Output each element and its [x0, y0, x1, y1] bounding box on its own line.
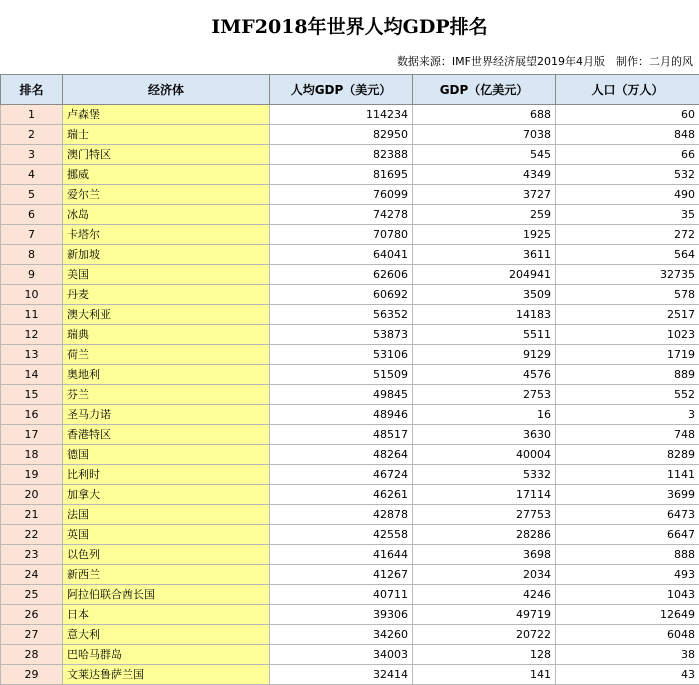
population-cell: 490	[556, 185, 699, 205]
economy-name-cell: 巴哈马群岛	[63, 645, 270, 665]
rank-cell: 3	[1, 145, 63, 165]
table-row	[1, 545, 699, 565]
economy-name-cell: 澳门特区	[63, 145, 270, 165]
gdp-per-capita-cell: 51509	[270, 365, 413, 385]
population-cell: 6473	[556, 505, 699, 525]
population-cell: 552	[556, 385, 699, 405]
gdp-cell: 16	[413, 405, 556, 425]
gdp-cell: 9129	[413, 345, 556, 365]
population-cell: 532	[556, 165, 699, 185]
gdp-cell: 5511	[413, 325, 556, 345]
rank-cell: 18	[1, 445, 63, 465]
header-economy: 经济体	[63, 75, 270, 105]
rank-cell: 11	[1, 305, 63, 325]
table-row	[1, 305, 699, 325]
gdp-per-capita-cell: 56352	[270, 305, 413, 325]
gdp-per-capita-cell: 41267	[270, 565, 413, 585]
rank-cell: 25	[1, 585, 63, 605]
gdp-cell: 4246	[413, 585, 556, 605]
rank-cell: 8	[1, 245, 63, 265]
economy-name-cell: 意大利	[63, 625, 270, 645]
table-row	[1, 145, 699, 165]
gdp-cell: 3509	[413, 285, 556, 305]
population-cell: 493	[556, 565, 699, 585]
gdp-cell: 3611	[413, 245, 556, 265]
economy-name-cell: 瑞士	[63, 125, 270, 145]
gdp-cell: 141	[413, 665, 556, 685]
economy-name-cell: 美国	[63, 265, 270, 285]
gdp-cell: 2753	[413, 385, 556, 405]
economy-name-cell: 新加坡	[63, 245, 270, 265]
gdp-cell: 40004	[413, 445, 556, 465]
gdp-cell: 7038	[413, 125, 556, 145]
population-cell: 38	[556, 645, 699, 665]
gdp-cell: 259	[413, 205, 556, 225]
economy-name-cell: 以色列	[63, 545, 270, 565]
economy-name-cell: 芬兰	[63, 385, 270, 405]
table-row	[1, 505, 699, 525]
economy-name-cell: 英国	[63, 525, 270, 545]
economy-name-cell: 圣马力诺	[63, 405, 270, 425]
population-cell: 1141	[556, 465, 699, 485]
gdp-cell: 128	[413, 645, 556, 665]
table-row	[1, 525, 699, 545]
gdp-per-capita-cell: 82388	[270, 145, 413, 165]
table-row	[1, 385, 699, 405]
gdp-per-capita-cell: 40711	[270, 585, 413, 605]
gdp-per-capita-cell: 74278	[270, 205, 413, 225]
economy-name-cell: 丹麦	[63, 285, 270, 305]
economy-name-cell: 瑞典	[63, 325, 270, 345]
gdp-cell: 49719	[413, 605, 556, 625]
gdp-cell: 1925	[413, 225, 556, 245]
economy-name-cell: 新西兰	[63, 565, 270, 585]
gdp-per-capita-cell: 64041	[270, 245, 413, 265]
population-cell: 889	[556, 365, 699, 385]
header-rank: 排名	[1, 75, 63, 105]
rank-cell: 17	[1, 425, 63, 445]
gdp-cell: 545	[413, 145, 556, 165]
table-row	[1, 345, 699, 365]
table-row	[1, 605, 699, 625]
population-cell: 8289	[556, 445, 699, 465]
rank-cell: 2	[1, 125, 63, 145]
table-row	[1, 365, 699, 385]
population-cell: 2517	[556, 305, 699, 325]
gdp-per-capita-cell: 62606	[270, 265, 413, 285]
table-row	[1, 205, 699, 225]
rank-cell: 28	[1, 645, 63, 665]
rank-cell: 19	[1, 465, 63, 485]
population-cell: 748	[556, 425, 699, 445]
gdp-per-capita-cell: 48264	[270, 445, 413, 465]
gdp-cell: 4349	[413, 165, 556, 185]
economy-name-cell: 香港特区	[63, 425, 270, 445]
gdp-per-capita-cell: 53106	[270, 345, 413, 365]
gdp-cell: 14183	[413, 305, 556, 325]
gdp-per-capita-cell: 32414	[270, 665, 413, 685]
population-cell: 6048	[556, 625, 699, 645]
table-row	[1, 265, 699, 285]
population-cell: 32735	[556, 265, 699, 285]
gdp-cell: 3630	[413, 425, 556, 445]
table-row	[1, 245, 699, 265]
table-row	[1, 665, 699, 685]
rank-cell: 12	[1, 325, 63, 345]
population-cell: 35	[556, 205, 699, 225]
population-cell: 12649	[556, 605, 699, 625]
table-row	[1, 405, 699, 425]
table-row	[1, 625, 699, 645]
rank-cell: 7	[1, 225, 63, 245]
gdp-cell: 27753	[413, 505, 556, 525]
gdp-cell: 17114	[413, 485, 556, 505]
economy-name-cell: 阿拉伯联合酋长国	[63, 585, 270, 605]
gdp-per-capita-cell: 48946	[270, 405, 413, 425]
economy-name-cell: 法国	[63, 505, 270, 525]
population-cell: 564	[556, 245, 699, 265]
gdp-per-capita-cell: 34260	[270, 625, 413, 645]
table-row	[1, 125, 699, 145]
header-population: 人口（万人）	[556, 75, 699, 105]
table-row	[1, 445, 699, 465]
table-row	[1, 105, 699, 125]
page-title: IMF2018年世界人均GDP排名	[0, 12, 699, 39]
economy-name-cell: 文莱达鲁萨兰国	[63, 665, 270, 685]
rank-cell: 6	[1, 205, 63, 225]
rank-cell: 24	[1, 565, 63, 585]
table-row	[1, 585, 699, 605]
gdp-per-capita-cell: 70780	[270, 225, 413, 245]
table-row	[1, 565, 699, 585]
header-gdp: GDP（亿美元）	[413, 75, 556, 105]
population-cell: 1023	[556, 325, 699, 345]
source-note: 数据来源：IMF世界经济展望2019年4月版 制作：二月的风	[397, 53, 693, 69]
table-body	[1, 105, 699, 685]
rank-cell: 1	[1, 105, 63, 125]
gdp-per-capita-cell: 41644	[270, 545, 413, 565]
gdp-per-capita-cell: 46261	[270, 485, 413, 505]
table-row	[1, 185, 699, 205]
gdp-per-capita-cell: 48517	[270, 425, 413, 445]
economy-name-cell: 挪威	[63, 165, 270, 185]
economy-name-cell: 卡塔尔	[63, 225, 270, 245]
gdp-per-capita-cell: 60692	[270, 285, 413, 305]
rank-cell: 23	[1, 545, 63, 565]
rank-cell: 27	[1, 625, 63, 645]
population-cell: 1719	[556, 345, 699, 365]
economy-name-cell: 爱尔兰	[63, 185, 270, 205]
gdp-per-capita-cell: 114234	[270, 105, 413, 125]
table-row	[1, 485, 699, 505]
population-cell: 848	[556, 125, 699, 145]
rank-cell: 20	[1, 485, 63, 505]
rank-cell: 5	[1, 185, 63, 205]
gdp-per-capita-cell: 81695	[270, 165, 413, 185]
rank-cell: 16	[1, 405, 63, 425]
gdp-cell: 688	[413, 105, 556, 125]
table-row	[1, 645, 699, 665]
economy-name-cell: 荷兰	[63, 345, 270, 365]
gdp-per-capita-cell: 42878	[270, 505, 413, 525]
gdp-cell: 5332	[413, 465, 556, 485]
population-cell: 888	[556, 545, 699, 565]
rank-cell: 4	[1, 165, 63, 185]
rank-cell: 15	[1, 385, 63, 405]
rank-cell: 22	[1, 525, 63, 545]
economy-name-cell: 奥地利	[63, 365, 270, 385]
table-row	[1, 285, 699, 305]
economy-name-cell: 比利时	[63, 465, 270, 485]
gdp-cell: 2034	[413, 565, 556, 585]
gdp-per-capita-cell: 49845	[270, 385, 413, 405]
population-cell: 272	[556, 225, 699, 245]
population-cell: 578	[556, 285, 699, 305]
header-gdp-per-capita: 人均GDP（美元）	[270, 75, 413, 105]
rank-cell: 26	[1, 605, 63, 625]
economy-name-cell: 冰岛	[63, 205, 270, 225]
economy-name-cell: 德国	[63, 445, 270, 465]
gdp-cell: 3727	[413, 185, 556, 205]
gdp-cell: 3698	[413, 545, 556, 565]
rank-cell: 21	[1, 505, 63, 525]
table-row	[1, 165, 699, 185]
rank-cell: 10	[1, 285, 63, 305]
gdp-per-capita-cell: 34003	[270, 645, 413, 665]
economy-name-cell: 卢森堡	[63, 105, 270, 125]
ranking-table	[0, 74, 699, 685]
table-row	[1, 325, 699, 345]
gdp-per-capita-cell: 42558	[270, 525, 413, 545]
gdp-per-capita-cell: 53873	[270, 325, 413, 345]
rank-cell: 14	[1, 365, 63, 385]
table-row	[1, 225, 699, 245]
gdp-cell: 28286	[413, 525, 556, 545]
population-cell: 3699	[556, 485, 699, 505]
gdp-per-capita-cell: 39306	[270, 605, 413, 625]
table-row	[1, 465, 699, 485]
population-cell: 6647	[556, 525, 699, 545]
economy-name-cell: 加拿大	[63, 485, 270, 505]
gdp-cell: 204941	[413, 265, 556, 285]
gdp-cell: 4576	[413, 365, 556, 385]
gdp-cell: 20722	[413, 625, 556, 645]
rank-cell: 9	[1, 265, 63, 285]
economy-name-cell: 澳大利亚	[63, 305, 270, 325]
population-cell: 1043	[556, 585, 699, 605]
population-cell: 3	[556, 405, 699, 425]
population-cell: 43	[556, 665, 699, 685]
gdp-per-capita-cell: 76099	[270, 185, 413, 205]
table-row	[1, 425, 699, 445]
population-cell: 66	[556, 145, 699, 165]
gdp-per-capita-cell: 46724	[270, 465, 413, 485]
economy-name-cell: 日本	[63, 605, 270, 625]
table-header-row	[1, 75, 699, 105]
rank-cell: 13	[1, 345, 63, 365]
rank-cell: 29	[1, 665, 63, 685]
population-cell: 60	[556, 105, 699, 125]
gdp-per-capita-cell: 82950	[270, 125, 413, 145]
